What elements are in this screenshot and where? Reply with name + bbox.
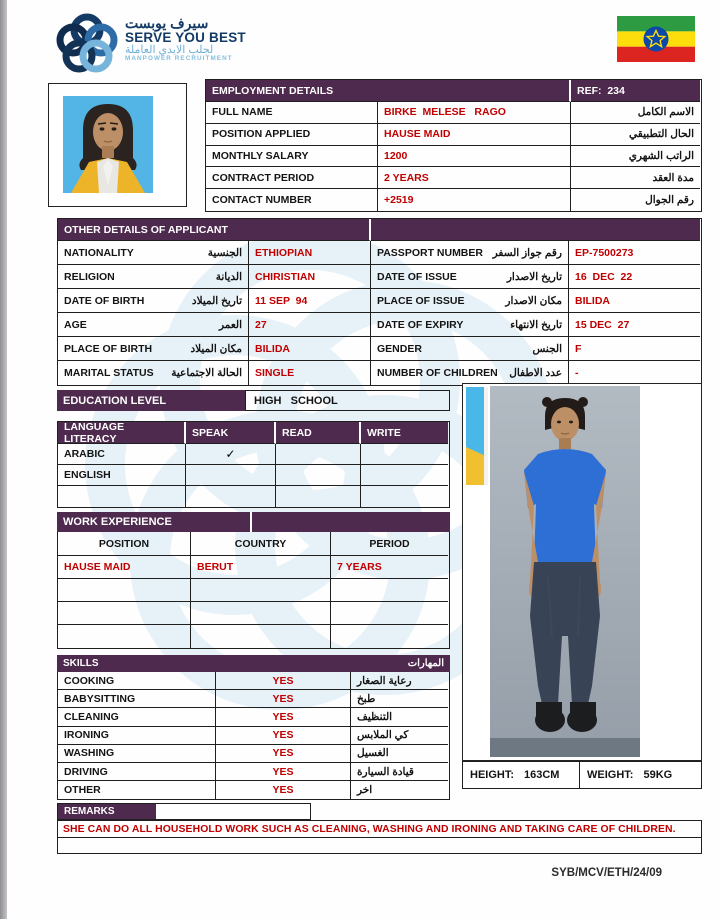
- field-value: CHIRISTIAN: [249, 265, 371, 289]
- field-value: 27: [249, 313, 371, 337]
- field-label-arabic: الحال التطبيقي: [571, 124, 700, 146]
- col-header: READ: [276, 422, 361, 444]
- field-label-en: GENDER: [377, 342, 422, 355]
- field-label-en: RELIGION: [64, 270, 115, 283]
- field-value: HAUSE MAID: [378, 124, 571, 146]
- field-label-arabic: الاسم الكامل: [571, 102, 700, 124]
- skill-value: YES: [216, 690, 351, 708]
- weight-value: 59KG: [643, 769, 673, 781]
- write-cell: [361, 486, 448, 507]
- field-label-arabic: تاريخ الاصدار: [506, 270, 562, 283]
- agency-name-arabic: سيرف يوبست: [125, 15, 209, 31]
- field-label: [371, 361, 569, 385]
- col-header: COUNTRY: [191, 532, 331, 556]
- passport-photo: [63, 96, 153, 193]
- physical-stats-row: [462, 761, 702, 789]
- work-experience-table: [57, 532, 450, 649]
- passport-photo-edge: [466, 387, 488, 485]
- field-label-en: PLACE OF BIRTH: [64, 342, 153, 355]
- skills-title: SKILLS: [63, 658, 99, 669]
- full-body-photo-frame: [462, 383, 702, 761]
- field-value: EP-7500273: [569, 241, 700, 265]
- read-cell: [276, 465, 361, 486]
- field-label: [58, 361, 249, 385]
- skill-value: YES: [216, 727, 351, 745]
- experience-position: HAUSE MAID: [58, 556, 191, 579]
- language-name: [58, 486, 186, 507]
- experience-period: [331, 579, 448, 602]
- passport-photo-frame: [48, 83, 187, 207]
- field-label-en: DATE OF ISSUE: [377, 270, 457, 283]
- education-level-value: HIGH SCHOOL: [245, 390, 450, 411]
- field-label: CONTACT NUMBER: [206, 189, 378, 211]
- agency-tagline-arabic: لجلب الايدي العاملة: [125, 43, 214, 56]
- remarks-header-row: [57, 803, 311, 820]
- col-header: WRITE: [361, 422, 448, 444]
- ethiopia-flag-icon: [617, 16, 695, 62]
- experience-position: [58, 579, 191, 602]
- experience-country: [191, 625, 331, 648]
- experience-period: [331, 602, 448, 625]
- remarks-title: REMARKS: [58, 804, 156, 819]
- field-label-en: MARITAL STATUS: [64, 367, 154, 379]
- skills-title-arabic: المهارات: [407, 658, 444, 669]
- field-label-en: PLACE OF ISSUE: [377, 294, 465, 307]
- field-label-arabic: رقم الجوال: [645, 194, 694, 207]
- field-label-arabic: تاريخ الميلاد: [191, 294, 242, 307]
- employment-ref: REF: 234: [571, 80, 700, 102]
- field-label-arabic: الديانة: [215, 270, 242, 283]
- other-details-title-spacer: [371, 219, 700, 241]
- col-header: SPEAK: [186, 422, 276, 444]
- field-label-arabic: مكان الميلاد: [190, 342, 242, 355]
- field-label-en: DATE OF EXPIRY: [377, 318, 464, 331]
- agency-name: SERVE YOU BEST: [125, 29, 246, 45]
- read-cell: [276, 444, 361, 465]
- skill-value: YES: [216, 781, 351, 799]
- agency-logo: [55, 13, 246, 75]
- agency-logo-text: [125, 13, 246, 75]
- field-value: 15 DEC 27: [569, 313, 700, 337]
- experience-position: [58, 602, 191, 625]
- field-value: -: [575, 367, 579, 379]
- scan-edge: [0, 0, 7, 919]
- field-value: 1200: [378, 146, 571, 168]
- field-label-arabic: الجنسية: [207, 246, 242, 259]
- skill-label: DRIVING: [58, 763, 216, 781]
- agency-tagline: MANPOWER RECRUITMENT: [125, 55, 233, 63]
- field-label-arabic: تاريخ الانتهاء: [510, 318, 562, 331]
- speak-cell: [186, 465, 276, 486]
- skill-label-arabic: كي الملابس: [351, 727, 448, 745]
- language-name: ARABIC: [58, 444, 186, 465]
- col-header: LANGUAGE LITERACY: [58, 422, 186, 444]
- field-value: BILIDA: [569, 289, 700, 313]
- field-label: [371, 289, 569, 313]
- employment-details-title: EMPLOYMENT DETAILS: [206, 80, 571, 102]
- full-body-photo: [490, 386, 640, 757]
- remarks-empty-row: [57, 838, 702, 854]
- col-header: POSITION: [58, 532, 191, 556]
- field-value: SINGLE: [249, 361, 371, 385]
- field-label: [58, 289, 249, 313]
- skill-label: IRONING: [58, 727, 216, 745]
- field-label-arabic: الحالة الاجتماعية: [171, 367, 242, 379]
- employment-details-table: [205, 79, 702, 212]
- experience-period: 7 YEARS: [331, 556, 448, 579]
- field-label-en: NUMBER OF CHILDREN: [377, 367, 498, 379]
- skill-label: COOKING: [58, 672, 216, 690]
- skill-label-arabic: رعاية الصغار: [351, 672, 448, 690]
- experience-position: [58, 625, 191, 648]
- field-label-arabic: عدد الاطفال: [509, 367, 562, 379]
- skill-label-arabic: اخر: [357, 784, 373, 797]
- field-label: [371, 313, 569, 337]
- field-label: CONTRACT PERIOD: [206, 167, 378, 189]
- skill-label-arabic: الغسيل: [351, 745, 448, 763]
- skill-value: YES: [216, 745, 351, 763]
- skill-label: WASHING: [58, 745, 216, 763]
- experience-country: [191, 602, 331, 625]
- skill-label-arabic: التنظيف: [351, 708, 448, 726]
- field-label-en: PASSPORT NUMBER: [377, 246, 483, 259]
- skills-band: [57, 655, 450, 672]
- skill-value: YES: [216, 763, 351, 781]
- write-cell: [361, 465, 448, 486]
- skill-label: OTHER: [58, 781, 216, 799]
- field-value: ETHIOPIAN: [249, 241, 371, 265]
- height-cell: [463, 762, 580, 788]
- field-value: BILIDA: [249, 337, 371, 361]
- col-header: PERIOD: [331, 532, 448, 556]
- education-level-band: EDUCATION LEVEL: [57, 390, 245, 411]
- field-label: FULL NAME: [206, 102, 378, 124]
- other-details-title: OTHER DETAILS OF APPLICANT: [58, 219, 371, 241]
- write-cell: [361, 444, 448, 465]
- field-label: MONTHLY SALARY: [206, 146, 378, 168]
- remarks-text-row: [57, 820, 702, 838]
- field-label-arabic: رقم جواز السفر: [492, 246, 562, 259]
- skill-label: BABYSITTING: [58, 690, 216, 708]
- field-label: [58, 313, 249, 337]
- field-label: [371, 337, 569, 361]
- field-label-en: NATIONALITY: [64, 246, 134, 259]
- work-experience-band: [57, 512, 450, 532]
- field-value: 11 SEP 94: [249, 289, 371, 313]
- other-details-table: [57, 218, 702, 386]
- field-label-arabic: مكان الاصدار: [505, 294, 562, 307]
- speak-cell: [186, 486, 276, 507]
- field-label-arabic: الراتب الشهري: [571, 146, 700, 168]
- language-literacy-table: [57, 421, 450, 508]
- experience-period: [331, 625, 448, 648]
- language-name: ENGLISH: [58, 465, 186, 486]
- field-value: 2 YEARS: [378, 167, 571, 189]
- field-label-arabic: مدة العقد: [571, 167, 700, 189]
- remarks-text: SHE CAN DO ALL HOUSEHOLD WORK SUCH AS CLEANING, WASHING AND IRONING AND TAKING CARE OF CHILDREN.: [63, 823, 676, 835]
- read-cell: [276, 486, 361, 507]
- field-label: [371, 265, 569, 289]
- field-value: BIRKE MELESE RAGO: [378, 102, 571, 124]
- field-label: [58, 241, 249, 265]
- skill-label-arabic: طبخ: [351, 690, 448, 708]
- field-label: [58, 265, 249, 289]
- experience-country: BERUT: [191, 556, 331, 579]
- agency-logo-mark: [55, 13, 119, 75]
- field-label-en: AGE: [64, 318, 87, 331]
- weight-label: WEIGHT:: [587, 769, 634, 781]
- field-label-arabic: العمر: [218, 318, 242, 331]
- experience-country: [191, 579, 331, 602]
- skill-value: YES: [216, 708, 351, 726]
- weight-cell: [580, 762, 701, 788]
- skill-label-arabic: قيادة السيارة: [351, 763, 448, 781]
- height-value: 163CM: [524, 769, 560, 781]
- field-label: [371, 241, 569, 265]
- field-label-en: DATE OF BIRTH: [64, 294, 145, 307]
- field-label: [58, 337, 249, 361]
- speak-checkmark: ✓: [186, 444, 276, 465]
- field-value: F: [569, 337, 700, 361]
- height-label: HEIGHT:: [470, 769, 514, 781]
- field-value: 16 DEC 22: [569, 265, 700, 289]
- skill-label: CLEANING: [58, 708, 216, 726]
- work-experience-title: WORK EXPERIENCE: [57, 512, 252, 532]
- document-reference-code: SYB/MCV/ETH/24/09: [551, 867, 662, 879]
- field-value: +2519: [378, 189, 571, 211]
- skills-table: [57, 672, 450, 800]
- skill-value: YES: [216, 672, 351, 690]
- field-label-arabic: الجنس: [532, 342, 562, 355]
- field-label: POSITION APPLIED: [206, 124, 378, 146]
